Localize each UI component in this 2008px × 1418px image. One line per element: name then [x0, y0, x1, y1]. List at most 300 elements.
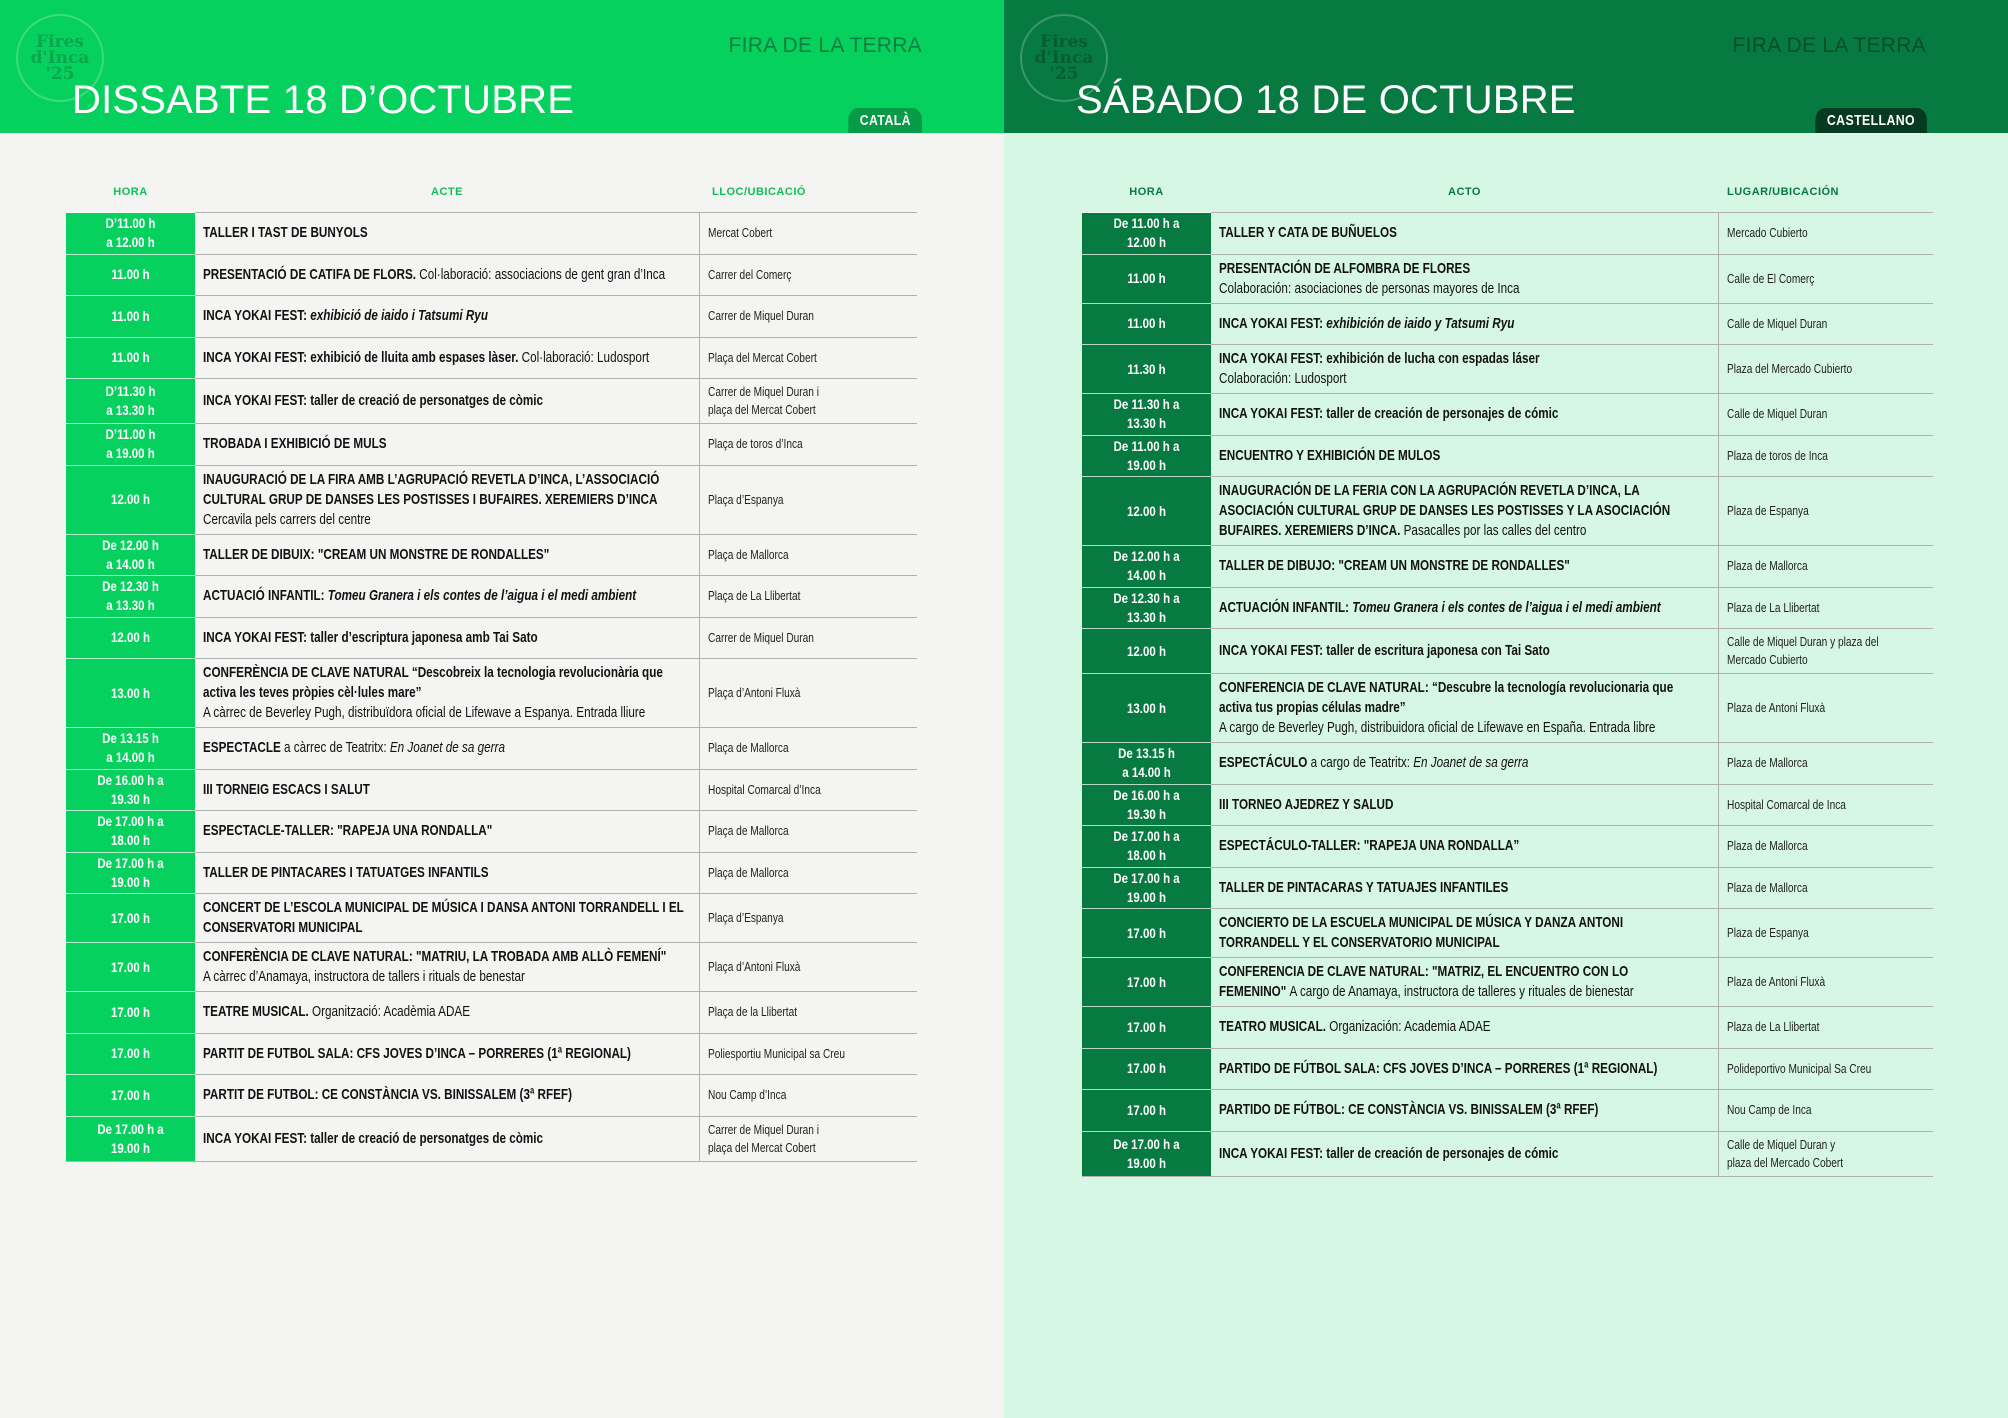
schedule-row: [66, 943, 917, 992]
event-time-line: 11.00 h: [111, 307, 150, 324]
schedule-row: [66, 992, 917, 1034]
event-time: [66, 254, 195, 296]
schedule-row: [1082, 958, 1933, 1007]
schedule-row: [1082, 1131, 1933, 1176]
event-text-segment: TALLER DE DIBUJO: "CREAM UN MONSTRE DE RONDALLES": [1219, 557, 1570, 575]
event-location: [1718, 1007, 1933, 1049]
event-text-segment: III TORNEO AJEDREZ Y SALUD: [1219, 795, 1394, 813]
event-location: [1718, 867, 1933, 909]
event-location-line: Plaça d’Espanya: [707, 910, 784, 925]
event-time: [1082, 674, 1211, 743]
event-time-line: a 14.00 h: [106, 749, 155, 766]
event-description-line: [203, 391, 583, 411]
event-text-segment: ASOCIACIÓN CULTURAL GRUP DE DANSES LES POSTISSES Y LA ASOCIACIÓN: [1219, 502, 1671, 519]
logo-line: '25: [45, 64, 75, 85]
event-time-line: 12.00 h: [1127, 642, 1166, 659]
event-time-line: De 16.00 h a: [97, 771, 164, 788]
event-description-line: [1219, 962, 1629, 982]
event-description-line: [203, 1044, 631, 1064]
event-location-line: Calle de El Comerç: [1726, 270, 1814, 286]
event-text-segment: taller de creación de personajes de cómic: [1326, 405, 1559, 423]
event-time-line: 11.00 h: [111, 266, 150, 283]
schedule-row: [1082, 254, 1933, 303]
event-description-line: [203, 265, 666, 285]
schedule-row: [1082, 303, 1933, 345]
event-description: [195, 852, 699, 894]
event-text-segment: ESPECTÁCULO: [1219, 754, 1311, 772]
schedule-row: [66, 465, 917, 534]
event-time: [66, 337, 195, 379]
event-description: [1211, 303, 1718, 345]
event-time: [1082, 1090, 1211, 1132]
fira-label: FIRA DE LA TERRA: [1732, 34, 1926, 57]
event-description: [1211, 867, 1718, 909]
event-location-line: Plaza de La Llibertat: [1726, 599, 1819, 615]
event-description-line: [203, 306, 583, 326]
event-description-line: [203, 863, 583, 883]
logo-line: d'Inca: [30, 47, 90, 68]
event-time-line: De 17.00 h a: [97, 854, 164, 871]
event-time-line: De 17.00 h a: [97, 813, 164, 830]
event-text-segment: Organització: Acadèmia ADAE: [311, 1003, 471, 1021]
event-description: [195, 728, 699, 770]
event-time: [1082, 1007, 1211, 1049]
event-text-segment: taller de creació de personatges de còmic: [310, 392, 544, 409]
event-time: [66, 943, 195, 992]
event-description: [195, 1075, 699, 1117]
event-time: [66, 424, 195, 466]
event-description: [195, 1033, 699, 1075]
event-time-line: 19.00 h: [1127, 456, 1166, 473]
event-description: [1211, 909, 1718, 958]
event-description-line: [1219, 933, 1602, 953]
event-location-line: Carrer de Miquel Duran: [707, 629, 814, 645]
event-time-line: 12.00 h: [111, 629, 150, 646]
event-location: [699, 659, 917, 728]
event-time: [66, 379, 195, 424]
event-location-line: Mercat Cobert: [707, 225, 772, 241]
event-location: [1718, 1090, 1933, 1132]
event-description-line: [203, 434, 583, 454]
event-description-line: [1219, 1144, 1602, 1164]
event-description-line: [1219, 314, 1602, 334]
event-location-line: Plaza de Antoni Fluxà: [1726, 974, 1825, 989]
schedule-row: [1082, 1090, 1933, 1132]
event-time-line: 19.00 h: [111, 873, 150, 890]
page-castellano: [1004, 0, 2008, 1418]
event-description-line: [1219, 481, 1640, 501]
event-location-line: Plaça de toros d’Inca: [707, 436, 803, 452]
event-time-line: De 17.00 h a: [1113, 869, 1180, 886]
event-location: [699, 337, 917, 379]
event-time-line: 17.00 h: [111, 909, 150, 926]
event-description-line: [1219, 556, 1602, 576]
schedule-row: [1082, 435, 1933, 477]
event-text-segment: TROBADA I EXHIBICIÓ DE MULS: [203, 435, 387, 453]
event-time: [66, 296, 195, 338]
event-description-line: [1219, 836, 1602, 856]
event-location: [699, 534, 917, 576]
event-location-line: Plaza de toros de Inca: [1726, 447, 1828, 463]
event-location-line: Plaça de Mallorca: [707, 740, 789, 756]
event-description: [1211, 254, 1718, 303]
event-location: [699, 1033, 917, 1075]
event-description: [1211, 1090, 1718, 1132]
event-location: [699, 943, 917, 992]
event-time: [1082, 826, 1211, 868]
schedule-row: [1082, 213, 1933, 255]
event-location-line: Plaza del Mercado Cubierto: [1726, 361, 1852, 376]
schedule-row: [1082, 477, 1933, 546]
event-time-line: De 12.30 h: [102, 578, 159, 595]
event-location: [699, 379, 917, 424]
event-text-segment: Colaboración: asociaciones de personas mayores de Inca: [1219, 279, 1520, 297]
event-text-segment: TALLER DE PINTACARES I TATUATGES INFANTILS: [203, 863, 489, 881]
event-time-line: a 13.30 h: [106, 597, 155, 614]
event-time: [1082, 1131, 1211, 1176]
event-time-line: De 13.15 h: [102, 730, 159, 747]
language-badge: CATALÀ: [848, 108, 922, 133]
event-time-line: 19.30 h: [1127, 805, 1166, 822]
event-location: [699, 992, 917, 1034]
event-time: [1082, 587, 1211, 629]
schedule-row: [1082, 867, 1933, 909]
event-location: [699, 465, 917, 534]
event-text-segment: III TORNEIG ESCACS I SALUT: [203, 780, 370, 798]
event-location-line: Plaza de Espanya: [1726, 925, 1809, 940]
event-description-line: [1219, 1059, 1658, 1079]
event-description-line: [203, 1129, 583, 1149]
event-location-line: Plaça de Mallorca: [707, 823, 789, 839]
event-time-line: De 13.15 h: [1118, 745, 1175, 762]
schedule-row: [1082, 587, 1933, 629]
event-time: [66, 728, 195, 770]
event-description: [195, 337, 699, 379]
event-time-line: 12.00 h: [111, 491, 150, 507]
event-time-line: 17.00 h: [1127, 924, 1166, 941]
event-time: [66, 213, 195, 255]
event-text-segment: TALLER Y CATA DE BUÑUELOS: [1219, 224, 1397, 242]
event-time-line: 18.00 h: [111, 832, 150, 849]
event-location-line: Plaça d’Antoni Fluxà: [707, 959, 800, 974]
event-time-line: 17.00 h: [111, 1086, 150, 1103]
schedule-row: [66, 617, 917, 659]
event-text-segment: Tomeu Granera i els contes de l’aigua i el medi ambient: [327, 587, 637, 605]
event-time: [66, 659, 195, 728]
event-text-segment: TEATRO MUSICAL.: [1219, 1018, 1330, 1036]
event-time: [1082, 394, 1211, 436]
schedule-row: [66, 1116, 917, 1161]
event-description-line: [1219, 795, 1602, 815]
event-text-segment: exhibición de iaido y Tatsumi Ryu: [1326, 314, 1515, 332]
schedule-row: [66, 894, 917, 943]
event-time: [66, 576, 195, 618]
event-time-line: De 12.00 h: [102, 536, 159, 553]
event-time-line: 11.00 h: [111, 349, 150, 366]
event-time: [66, 617, 195, 659]
event-description-line: [1219, 1017, 1602, 1037]
event-description-line: [1219, 698, 1602, 718]
event-time-line: 18.00 h: [1127, 847, 1166, 864]
event-time: [66, 1116, 195, 1161]
event-location-line: Carrer del Comerç: [707, 266, 791, 282]
event-description-line: [1219, 259, 1602, 279]
event-text-segment: INCA YOKAI FEST: exhibición de lucha con espadas láser: [1219, 350, 1540, 367]
event-time: [66, 534, 195, 576]
event-time-line: 19.30 h: [111, 790, 150, 807]
event-text-segment: ENCUENTRO Y EXHIBICIÓN DE MULOS: [1219, 446, 1441, 464]
event-location: [699, 1075, 917, 1117]
event-location: [699, 424, 917, 466]
event-location: [1718, 587, 1933, 629]
event-text-segment: activa les teves pròpies cèl·lules mare”: [203, 684, 422, 701]
event-text-segment: taller de creació de personatges de còmic: [310, 1129, 544, 1147]
event-time-line: 17.00 h: [1127, 1060, 1166, 1077]
event-time-line: 11.00 h: [1127, 315, 1166, 332]
event-time-line: 17.00 h: [1127, 973, 1166, 990]
event-text-segment: INCA YOKAI FEST:: [1219, 314, 1327, 332]
event-location-line: Polideportivo Municipal Sa Creu: [1726, 1060, 1871, 1076]
event-location-line: Plaça de Mallorca: [707, 546, 789, 562]
event-text-segment: BUFAIRES. XEREMIERS D’INCA.: [1219, 522, 1404, 539]
event-text-segment: TEATRE MUSICAL.: [203, 1003, 312, 1021]
event-text-segment: Col·laboració: associacions de gent gran d’Inca: [419, 265, 666, 283]
event-text-segment: INCA YOKAI FEST:: [203, 392, 311, 409]
page-title: DISSABTE 18 D’OCTUBRE: [72, 78, 575, 122]
event-time: [66, 465, 195, 534]
event-time: [1082, 254, 1211, 303]
event-description: [1211, 587, 1718, 629]
event-location: [1718, 743, 1933, 785]
schedule-row: [66, 534, 917, 576]
event-text-segment: activa tus propias células madre”: [1219, 699, 1406, 716]
event-location-line: Plaza de Espanya: [1726, 503, 1809, 518]
event-location-line: Plaza de Mallorca: [1726, 558, 1808, 574]
column-header-lugar: LUGAR/UBICACIÓN: [1727, 186, 1839, 198]
schedule-row: [66, 254, 917, 296]
event-time: [66, 852, 195, 894]
schedule-row: [66, 659, 917, 728]
event-text-segment: CONCERT DE L’ESCOLA MUNICIPAL DE MÚSICA I DANSA ANTONI TORRANDELL I EL: [203, 899, 684, 916]
event-description-line: [1219, 982, 1634, 1002]
event-time: [1082, 435, 1211, 477]
schedule-row: [1082, 743, 1933, 785]
event-description: [195, 943, 699, 992]
event-text-segment: taller de creación de personajes de cómic: [1326, 1144, 1559, 1162]
event-description: [195, 424, 699, 466]
event-time: [66, 894, 195, 943]
event-text-segment: Colaboración: Ludosport: [1219, 370, 1347, 387]
event-time-line: 17.00 h: [1127, 1018, 1166, 1035]
schedule-row: [66, 296, 917, 338]
event-time: [1082, 546, 1211, 588]
event-description-line: [203, 683, 583, 703]
event-text-segment: Organización: Academia ADAE: [1329, 1018, 1491, 1036]
event-location: [1718, 303, 1933, 345]
event-location: [1718, 394, 1933, 436]
event-text-segment: Cercavila pels carrers del centre: [203, 510, 371, 528]
column-header-lloc: LLOC/UBICACIÓ: [712, 186, 806, 198]
event-description: [1211, 1007, 1718, 1049]
event-description: [195, 894, 699, 943]
event-time: [66, 992, 195, 1034]
schedule-row: [1082, 674, 1933, 743]
event-time-line: De 12.00 h a: [1113, 548, 1180, 565]
event-text-segment: PARTIDO DE FÚTBOL SALA: CFS JOVES D’INCA – PORRERES (1ª REGIONAL): [1219, 1059, 1658, 1077]
schedule-row: [66, 213, 917, 255]
event-location: [699, 852, 917, 894]
event-time-line: 12.00 h: [1127, 234, 1166, 251]
event-description: [1211, 743, 1718, 785]
event-time-line: 11.30 h: [1127, 360, 1166, 377]
event-time-line: De 11.00 h a: [1113, 437, 1180, 454]
event-description: [195, 576, 699, 618]
event-text-segment: ESPECTACLE: [203, 739, 285, 757]
event-location-line: Plaça de La Llibertat: [707, 588, 800, 604]
event-description: [1211, 213, 1718, 255]
event-description-line: [1219, 641, 1602, 661]
event-time-line: 13.00 h: [1127, 699, 1166, 716]
event-location-line: Carrer de Miquel Duran i: [707, 384, 819, 399]
event-text-segment: INCA YOKAI FEST:: [203, 307, 311, 325]
event-text-segment: Pasacalles por las calles del centro: [1403, 522, 1587, 539]
event-description: [1211, 784, 1718, 826]
event-description-line: [1219, 521, 1602, 541]
event-location-line: plaza del Mercado Cobert: [1726, 1154, 1843, 1170]
event-location: [1718, 958, 1933, 1007]
event-description-line: [1219, 598, 1661, 618]
event-location: [1718, 213, 1933, 255]
event-time: [66, 1033, 195, 1075]
event-location: [699, 617, 917, 659]
event-time: [1082, 1048, 1211, 1090]
event-text-segment: a càrrec de Teatritx:: [284, 739, 390, 757]
event-description-line: [1219, 446, 1602, 466]
event-description: [1211, 394, 1718, 436]
event-location-line: Carrer de Miquel Duran i: [707, 1121, 819, 1137]
event-description-line: [203, 703, 646, 723]
event-description-line: [1219, 878, 1602, 898]
event-time-line: De 17.00 h a: [1113, 828, 1180, 845]
event-text-segment: CONSERVATORI MUNICIPAL: [203, 919, 363, 936]
schedule-row: [66, 728, 917, 770]
event-description: [195, 659, 699, 728]
logo-line: Fires: [36, 31, 84, 52]
event-location-line: Calle de Miquel Duran y plaza del: [1726, 634, 1879, 649]
event-time-line: 19.00 h: [1127, 888, 1166, 905]
event-location-line: plaça del Mercat Cobert: [707, 1139, 816, 1155]
event-description-line: [1219, 678, 1674, 698]
event-time: [1082, 784, 1211, 826]
event-text-segment: PARTIT DE FUTBOL: CE CONSTÀNCIA VS. BINISSALEM (3ª RFEF): [203, 1086, 572, 1104]
event-time-line: a 12.00 h: [106, 234, 155, 251]
event-text-segment: ACTUACIÓ INFANTIL:: [203, 587, 328, 605]
event-location: [1718, 629, 1933, 674]
logo-line: Fires: [1040, 31, 1088, 52]
logo-line: d'Inca: [1034, 47, 1094, 68]
column-header-acte: ACTE: [431, 186, 463, 198]
event-time-line: 14.00 h: [1127, 567, 1166, 584]
schedule-row: [1082, 345, 1933, 394]
event-description: [195, 769, 699, 811]
event-time-line: De 12.30 h a: [1113, 589, 1180, 606]
event-location: [1718, 674, 1933, 743]
event-location-line: Hospital Comarcal de Inca: [1726, 796, 1846, 812]
event-text-segment: PARTIT DE FUTBOL SALA: CFS JOVES D’INCA – PORRERES (1ª REGIONAL): [203, 1044, 631, 1062]
event-location: [699, 894, 917, 943]
event-time: [66, 769, 195, 811]
event-location-line: Plaza de La Llibertat: [1726, 1019, 1819, 1035]
event-time-line: a 13.30 h: [106, 402, 155, 418]
event-time-line: 17.00 h: [111, 958, 150, 975]
column-header-hora: HORA: [113, 186, 148, 198]
schedule-row: [1082, 1048, 1933, 1090]
event-description-line: [203, 947, 667, 967]
event-text-segment: Tomeu Granera i els contes de l’aigua i el medi ambient: [1352, 598, 1661, 616]
event-description-line: [203, 821, 583, 841]
event-location-line: Plaça del Mercat Cobert: [707, 349, 817, 365]
event-location-line: Mercado Cubierto: [1726, 652, 1808, 667]
event-description-line: [1219, 501, 1671, 521]
event-description-line: [1219, 913, 1624, 933]
event-location: [1718, 254, 1933, 303]
event-text-segment: TALLER DE PINTACARAS Y TATUAJES INFANTILES: [1219, 878, 1509, 896]
column-headers: [1082, 186, 1933, 204]
schedule-table: [1082, 212, 1933, 1177]
event-description-line: [203, 1085, 583, 1105]
event-description: [195, 296, 699, 338]
event-text-segment: CONCIERTO DE LA ESCUELA MUNICIPAL DE MÚSICA Y DANZA ANTONI: [1219, 914, 1624, 931]
event-text-segment: CULTURAL GRUP DE DANSES LES POSTISSES I BUFAIRES. XEREMIERS D’INCA: [203, 490, 658, 508]
schedule-row: [66, 379, 917, 424]
event-description-line: [1219, 1100, 1602, 1120]
event-location-line: Plaza de Mallorca: [1726, 879, 1808, 895]
page-title: SÁBADO 18 DE OCTUBRE: [1076, 78, 1576, 122]
event-time: [1082, 477, 1211, 546]
event-description: [1211, 958, 1718, 1007]
event-description: [195, 465, 699, 534]
event-location: [1718, 546, 1933, 588]
schedule-row: [1082, 394, 1933, 436]
event-location: [1718, 909, 1933, 958]
event-location: [699, 728, 917, 770]
event-location-line: Plaça de la Llibertat: [707, 1004, 797, 1020]
event-description-line: [203, 628, 583, 648]
event-description-line: [1219, 279, 1602, 299]
page-header: [0, 0, 1004, 133]
event-time: [66, 811, 195, 853]
event-description-line: [203, 490, 658, 510]
event-text-segment: En Joanet de sa gerra: [1413, 754, 1529, 772]
event-time-line: De 17.00 h a: [97, 1120, 164, 1137]
event-text-segment: PARTIDO DE FÚTBOL: CE CONSTÀNCIA VS. BINISSALEM (3ª RFEF): [1219, 1101, 1599, 1119]
schedule-row: [66, 852, 917, 894]
event-description-line: [1219, 223, 1602, 243]
logo-line: '25: [1049, 64, 1079, 85]
schedule-row: [66, 1075, 917, 1117]
event-time: [1082, 303, 1211, 345]
event-description-line: [203, 738, 583, 758]
schedule-row: [1082, 909, 1933, 958]
event-location-line: Mercado Cubierto: [1726, 225, 1808, 241]
event-text-segment: PRESENTACIÓ DE CATIFA DE FLORS.: [203, 265, 420, 283]
event-description-line: [203, 545, 583, 565]
event-location: [1718, 826, 1933, 868]
event-location: [1718, 435, 1933, 477]
column-header-hora: HORA: [1129, 186, 1164, 198]
event-time-line: De 16.00 h a: [1113, 786, 1180, 803]
event-location: [1718, 784, 1933, 826]
